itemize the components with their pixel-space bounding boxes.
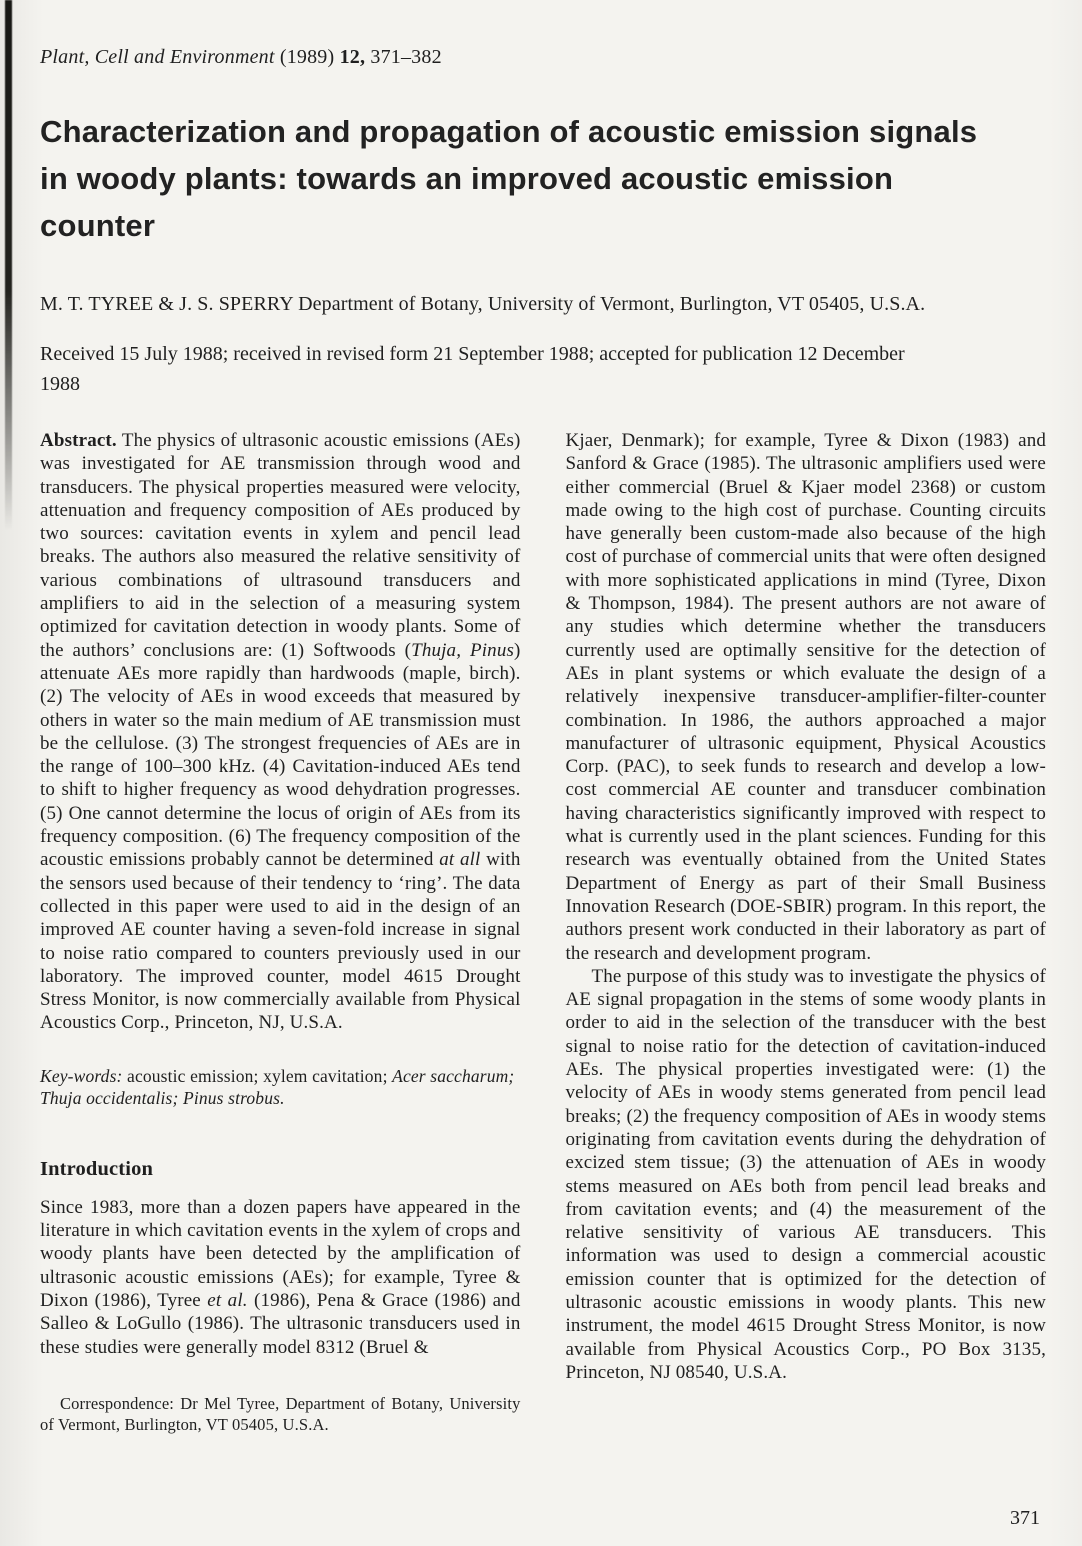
- keywords-paragraph: Key-words: acoustic emission; xylem cavitation; Acer saccharum; Thuja occidentalis; Pinus strobus.: [40, 1065, 515, 1108]
- introduction-paragraph: Since 1983, more than a dozen papers have appeared in the literature in which cavitation events in the xylem of crops and woody plants have been detected by the amplification of ultrasonic acoustic emissions (AEs); for example, Tyree & Dixon (1986), Tyree et al. (1986), Pena & Grace (1986) and Salleo & LoGullo (1986). The ultrasonic transducers used in these studies were generally model 8312 (Bruel &: [40, 1196, 521, 1358]
- right-column-paragraph-1: Kjaer, Denmark); for example, Tyree & Dixon (1983) and Sanford & Grace (1985). The ultrasonic amplifiers used were either commercial (Bruel & Kjaer model 2368) or custom made owing to the high cost of purchase. Counting circuits have generally been custom-made also because of the high cost of purchase of commercial units that were often designed with more sophisticated applications in mind (Tyree, Dixon & Thompson, 1984). The present authors are not aware of any studies which determine whether the transducers currently used are optimally sensitive for the detection of AEs in plant systems or which evaluate the design of a relatively inexpensive transducer-amplifier-filter-counter combination. In 1986, the authors approached a major manufacturer of ultrasonic equipment, Physical Acoustics Corp. (PAC), to seek funds to research and develop a low-cost commercial AE counter and transducer combination having characteristics significantly improved with respect to what is currently used in the plant sciences. Funding for this research was eventually obtained from the United States Department of Energy as part of their Small Business Innovation Research (DOE-SBIR) program. In this report, the authors present work conducted in their laboratory as part of the research and development program.: [565, 430, 1046, 964]
- page-number: 371: [1010, 1507, 1040, 1529]
- received-dates-line: Received 15 July 1988; received in revised form 21 September 1988; accepted for publication 12 December 1988: [40, 343, 905, 395]
- left-column: [40, 429, 521, 1435]
- introduction-heading: Introduction: [40, 1157, 154, 1180]
- page-title: Characterization and propagation of acoustic emission signals in woody plants: towards an improved acoustic emission counter: [40, 114, 978, 243]
- authors-line: M. T. TYREE & J. S. SPERRY Department of Botany, University of Vermont, Burlington, VT 05405, U.S.A.: [40, 293, 926, 315]
- correspondence-note: Correspondence: Dr Mel Tyree, Department of Botany, University of Vermont, Burlington, VT 05405, U.S.A.: [40, 1393, 521, 1434]
- two-column-body: [40, 429, 1046, 1435]
- journal-citation-line: Plant, Cell and Environment (1989) 12, 371–382: [40, 46, 442, 68]
- abstract-paragraph: Abstract. The physics of ultrasonic acoustic emissions (AEs) was investigated for AE transmission through wood and transducers. The physical properties measured were velocity, attenuation and frequency composition of AEs produced by two sources: cavitation events in xylem and pencil lead breaks. The authors also measured the relative sensitivity of various combinations of ultrasound transducers and amplifiers to aid in the selection of a measuring system optimized for cavitation detection in woody plants. Some of the authors’ conclusions are: (1) Softwoods (Thuja, Pinus) attenuate AEs more rapidly than hardwoods (maple, birch). (2) The velocity of AEs in wood exceeds that measured by others in water so the main medium of AE transmission must be the cellulose. (3) The strongest frequencies of AEs are in the range of 100–300 kHz. (4) Cavitation-induced AEs tend to shift to higher frequency as wood dehydration progresses. (5) One cannot determine the locus of origin of AEs from its frequency composition. (6) The frequency composition of the acoustic emissions probably cannot be determined at all with the sensors used because of their tendency to ‘ring’. The data collected in this paper were used to aid in the design of an improved AE counter having a seven-fold increase in signal to noise ratio compared to counters previously used in our laboratory. The improved counter, model 4615 Drought Stress Monitor, is now commercially available from Physical Acoustics Corp., Princeton, NJ, U.S.A.: [40, 430, 521, 1034]
- right-column-paragraph-2: The purpose of this study was to investigate the physics of AE signal propagation in the stems of some woody plants in order to aid in the selection of the transducer with the best signal to noise ratio for the detection of cavitation-induced AEs. The physical properties investigated were: (1) the velocity of AEs in woody stems generated from pencil lead breaks; (2) the frequency composition of AEs in woody stems originating from cavitation events during the dehydration of excized stem tissue; (3) the attenuation of AEs in woody stems measured on AEs both from pencil lead breaks and from cavitation events; and (4) the measurement of the relative sensitivity of various AE transducers. This information was used to design a commercial acoustic emission counter that is optimized for the detection of ultrasonic acoustic emissions in woody plants. This new instrument, the model 4615 Drought Stress Monitor, is now available from Physical Acoustics Corp., PO Box 3135, Princeton, NJ 08540, U.S.A.: [565, 965, 1046, 1383]
- right-column: [566, 429, 1047, 1435]
